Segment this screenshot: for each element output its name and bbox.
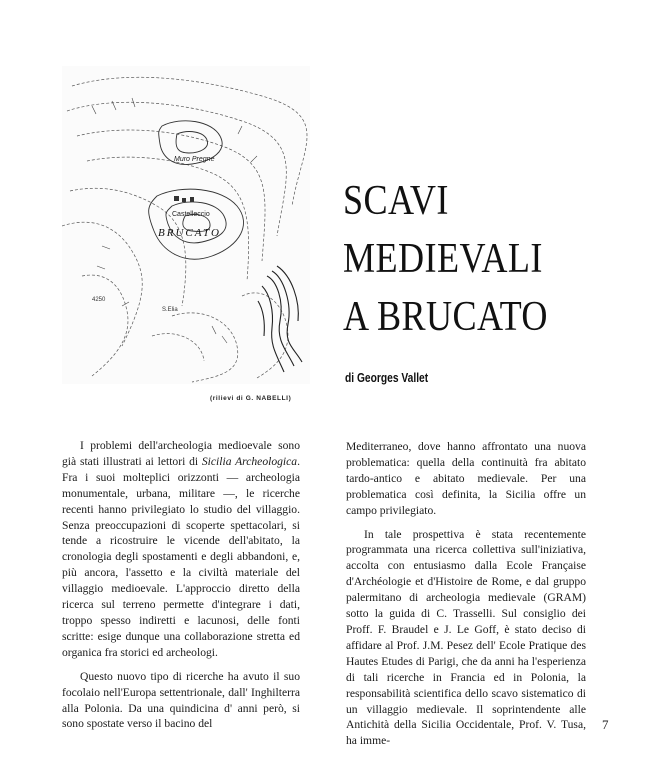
left-column: [62, 438, 300, 732]
left-p1-text-a: I problemi dell'archeologia medioevale sono già stati illustrati ai lettori di: [62, 439, 300, 468]
page-number: 7: [602, 717, 609, 732]
article-byline: di Georges Vallet: [345, 371, 429, 385]
map-label-muro: Muro Pregne: [174, 156, 215, 163]
article-title: [343, 172, 601, 346]
map-label-brucato: BRUCATO: [158, 227, 221, 239]
right-paragraph-2: In tale prospettiva è stata recentemente programmata una ricerca collettiva sull'iniziativa, accolta con entusiasmo dalla Ecole Française d'Archéologie et d'Histoire de Rome, e dal gruppo palermitano di archeologia medievale (GRAM) sotto la guida di C. Trasselli. Sul consiglio dei Proff. F. Braudel e J. Le Goff, è stato deciso di affidare al Prof. J.M. Pesez dell' Ecole Pratique des Hautes Etudes di Parigi, che da anni ha l'esperienza di tali ricerche in Francia ed in Polonia, la responsabilità scientifica dello scavo sistematico di un villaggio medievale. Il soprintendente alle Antichità della Sicilia Occidentale, Prof. V. Tusa, ha imme-: [346, 527, 586, 748]
right-paragraph-1: Mediterraneo, dove hanno affrontato una nuova problematica: quella della continuità fra abitato tardo-antico e abitato medievale. Per una problematica così definita, la Sicilia offre un campo privilegiato.: [346, 440, 586, 517]
map-credit: (rilievi di G. NABELLI): [210, 395, 292, 402]
contour-map-drawing: [62, 66, 310, 384]
left-paragraph-2: Questo nuovo tipo di ricerche ha avuto il suo focolaio nell'Europa settentrionale, dall' Inghilterra alla Polonia. Da una quindicina d' anni però, si sono spostate verso il bacino del: [62, 669, 300, 731]
title-line-3: A BRUCATO: [343, 294, 548, 340]
title-line-2: MEDIEVALI: [343, 236, 543, 282]
topographic-map: [62, 66, 310, 384]
map-label-castello: Castelleccio: [172, 211, 210, 218]
map-label-small1: S.Elia: [162, 307, 178, 313]
left-paragraph-1: [62, 438, 300, 661]
map-label-small2: 4250: [92, 297, 106, 303]
left-p1-text-b: . Fra i suoi molteplici orizzonti — archeologia monumentale, urbana, militare —, le ricerche recenti hanno privilegiato lo studio del villaggio. Senza preoccupazioni di scoperte spettacolari, si tende a ricostruire le vicende dell'abitato, la cronologia degli spostamenti e degli abbandoni, e, più ancora, l'assetto e la civiltà materiale del villaggio medioevale. L'approccio diretto della ricerca sul terreno permette d'integrare i dati, troppo spesso indiretti e lacunosi, delle fonti scritte: esige dunque una collaborazione stretta ed organica fra storici ed archeologi.: [62, 454, 301, 659]
journal-name: Sicilia Archeologica: [201, 454, 298, 468]
right-column: [346, 439, 586, 749]
title-line-1: SCAVI: [343, 178, 449, 224]
